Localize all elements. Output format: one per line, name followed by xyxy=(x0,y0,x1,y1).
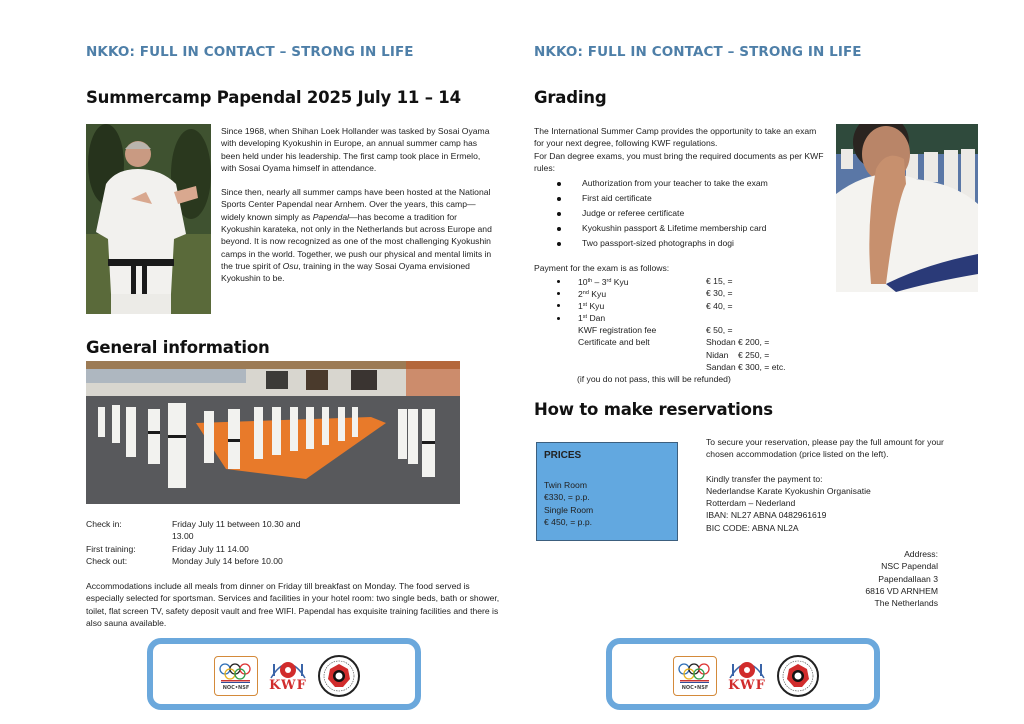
bullet-icon xyxy=(557,212,561,216)
page-kicker: NKKO: FULL IN CONTACT – STRONG IN LIFE xyxy=(534,44,862,60)
intro-paragraph-1: Since 1968, when Shihan Loek Hollander was tasked by Sosai Oyama with developing Kyokushin in Europe, an annual summer camp has been held under his leadership. The first camp took place in Ermelo, with Sosai Oyama himself in attendance. xyxy=(221,126,490,173)
sponsor-logos-frame xyxy=(147,638,421,710)
schedule-row-check-out xyxy=(86,555,416,567)
grade-rank: Kyu xyxy=(588,288,607,299)
payment-list xyxy=(534,275,834,373)
reservation-info xyxy=(706,436,946,534)
grade-rank: Kyu xyxy=(587,301,605,312)
payment-grade xyxy=(578,275,706,288)
dojo-photo xyxy=(86,361,460,504)
grade-rank: Kyu xyxy=(611,276,629,287)
schedule-label: First training: xyxy=(86,543,136,554)
grading-photo xyxy=(836,124,978,292)
price-line: €330, = p.p. xyxy=(544,492,590,503)
grading-paragraph-2: For Dan degree exams, you must bring the required documents as per KWF rules: xyxy=(534,150,824,173)
right-page xyxy=(512,0,1024,724)
seal-emblem-icon xyxy=(779,657,817,695)
noc-nsf-logo xyxy=(673,656,717,696)
olympic-rings-icon xyxy=(215,659,256,683)
requirement-text: Two passport-sized photographs in dogi xyxy=(582,238,734,249)
requirement-text: Authorization from your teacher to take the exam xyxy=(582,178,768,189)
refund-note: (if you do not pass, this will be refunded) xyxy=(577,374,731,384)
dan-fee-item xyxy=(534,336,834,348)
schedule-value xyxy=(172,518,300,543)
requirement-text: First aid certificate xyxy=(582,193,652,204)
intro-text-c: , training in the way Sosai Oyama envisioned Kyokushin to be. xyxy=(221,260,470,284)
bullet-icon xyxy=(557,292,560,295)
schedule-label: Check out: xyxy=(86,555,128,566)
olympic-rings-icon xyxy=(674,659,715,683)
grade-number: 10 xyxy=(578,276,588,287)
intro-text-b: —has become a tradition for Kyokushin karateka, not only in the Netherlands but across Europe and beyond. It is now recognized as one of the most challenging Kyokushin camps in the world. Together, we push our physical and mental limits in the true spirit of xyxy=(221,211,492,271)
schedule-row-first-training xyxy=(86,543,416,555)
intro-emphasis-osu: Osu xyxy=(282,260,299,271)
payment-item xyxy=(534,275,834,287)
payment-item xyxy=(534,312,834,324)
grade-suffix: th xyxy=(587,277,593,284)
payment-price: € 40, = xyxy=(706,300,733,311)
general-info-heading: General information xyxy=(86,338,270,357)
price-line: Twin Room xyxy=(544,480,587,490)
nkg-seal-logo xyxy=(777,655,819,697)
requirement-item xyxy=(534,236,834,251)
grade-suffix: rd xyxy=(606,277,612,284)
prices-title: PRICES xyxy=(544,450,582,461)
dan-fee-label: KWF registration fee xyxy=(578,325,657,336)
bullet-icon xyxy=(557,317,560,320)
dan-fee-price: Shodan € 200, = xyxy=(706,337,770,348)
transfer-line: BIC CODE: ABNA NL2A xyxy=(706,522,799,533)
grade-number: 1 xyxy=(578,313,583,324)
grade-suffix: st xyxy=(582,302,588,309)
requirement-text: Kyokushin passport & Lifetime membership card xyxy=(582,223,767,234)
kwf-label: KWF xyxy=(728,678,766,693)
dan-fee-label: Certificate and belt xyxy=(578,337,650,348)
schedule-value-line1: Friday July 11 between 10.30 and xyxy=(172,519,301,529)
transfer-line: Kindly transfer the payment to: xyxy=(706,473,823,484)
address-line: Address: xyxy=(904,549,938,559)
kwf-logo xyxy=(263,654,313,698)
grading-heading: Grading xyxy=(534,88,607,107)
page-kicker: NKKO: FULL IN CONTACT – STRONG IN LIFE xyxy=(86,44,414,60)
reservations-heading: How to make reservations xyxy=(534,400,773,419)
payment-price: € 15, = xyxy=(706,276,733,286)
kwf-label: KWF xyxy=(269,678,307,693)
seal-emblem-icon xyxy=(320,657,358,695)
requirements-list xyxy=(534,176,834,251)
kwf-logo xyxy=(722,654,772,698)
requirement-item xyxy=(534,191,834,206)
grading-intro xyxy=(534,125,824,174)
schedule-row-check-in xyxy=(86,518,416,543)
bullet-icon xyxy=(557,227,561,231)
page-title: Summercamp Papendal 2025 July 11 – 14 xyxy=(86,88,461,107)
grade-range: – 3 xyxy=(592,276,607,287)
address-block xyxy=(792,548,938,609)
noc-nsf-logo xyxy=(214,656,258,696)
payment-price: € 30, = xyxy=(706,288,733,299)
bullet-icon xyxy=(557,182,561,186)
requirement-item xyxy=(534,176,834,191)
schedule-label: Check in: xyxy=(86,519,122,529)
grade-suffix: nd xyxy=(582,289,589,296)
transfer-line: Nederlandse Karate Kyokushin Organisatie xyxy=(706,485,871,496)
grade-rank: Dan xyxy=(587,313,606,324)
grading-paragraph-1: The International Summer Camp provides the opportunity to take an exam for your next degree, following KWF regulations. xyxy=(534,126,817,149)
intro-text-a: Since then, nearly all summer camps have been hosted at the National Sports Center Papendal near Arnhem. Over the years, this camp—widely known simply as xyxy=(221,187,491,222)
schedule xyxy=(86,518,416,567)
transfer-line: Rotterdam – Nederland xyxy=(706,498,796,509)
price-line: € 450, = p.p. xyxy=(544,516,593,527)
dan-fee-item xyxy=(534,349,834,361)
grade-number: 2 xyxy=(578,288,583,299)
address-line: The Netherlands xyxy=(874,598,938,609)
payment-grade xyxy=(578,311,706,324)
schedule-value: Monday July 14 before 10.00 xyxy=(172,555,283,566)
dan-fee-price: Nidan € 250, = xyxy=(706,349,770,360)
payment-intro: Payment for the exam is as follows: xyxy=(534,263,670,273)
dan-fee-item xyxy=(534,361,834,373)
bullet-icon xyxy=(557,304,560,307)
address-line: 6816 VD ARNHEM xyxy=(865,585,938,596)
price-line: Single Room xyxy=(544,504,594,515)
prices-list xyxy=(544,479,593,528)
noc-nsf-label: NOC•NSF xyxy=(681,685,709,691)
intro-text xyxy=(221,125,493,285)
grade-suffix: st xyxy=(582,314,588,321)
bullet-icon xyxy=(557,242,561,246)
schedule-value: Friday July 11 14.00 xyxy=(172,543,249,554)
transfer-line: IBAN: NL27 ABNA 0482961619 xyxy=(706,510,827,521)
dan-fee-price: € 50, = xyxy=(706,325,733,336)
address-line: Papendallaan 3 xyxy=(878,573,938,584)
address-line: NSC Papendal xyxy=(881,561,938,572)
intro-paragraph-2 xyxy=(221,186,493,284)
payment-grade xyxy=(578,299,706,312)
dan-fee-item xyxy=(534,324,834,336)
payment-grade xyxy=(578,287,706,300)
reservation-text: To secure your reservation, please pay the full amount for your chosen accommodation (price listed on the left). xyxy=(706,437,944,460)
shihan-photo xyxy=(86,124,211,314)
bullet-icon xyxy=(557,197,561,201)
prices-box xyxy=(536,442,678,541)
intro-emphasis-papendal: Papendal xyxy=(312,211,350,222)
requirement-text: Judge or referee certificate xyxy=(582,208,685,219)
requirement-item xyxy=(534,206,834,221)
grade-number: 1 xyxy=(578,301,583,312)
requirement-item xyxy=(534,221,834,236)
schedule-value-line2: 13.00 xyxy=(172,531,194,542)
nkg-seal-logo xyxy=(318,655,360,697)
dan-fee-price: Sandan € 300, = etc. xyxy=(706,362,786,373)
payment-item xyxy=(534,300,834,312)
sponsor-logos-frame xyxy=(606,638,880,710)
payment-item xyxy=(534,287,834,299)
noc-nsf-label: NOC•NSF xyxy=(222,685,250,691)
accommodations-text: Accommodations include all meals from dinner on Friday till breakfast on Monday. The food served is especially selected for sportsman. Services and facilities in your hotel room: two single beds, bath or shower, toilet, flat screen TV, safety deposit vault and free WIFI. Papendal has exquisite training facilities and there is also sauna available. xyxy=(86,581,500,628)
bullet-icon xyxy=(557,280,560,283)
